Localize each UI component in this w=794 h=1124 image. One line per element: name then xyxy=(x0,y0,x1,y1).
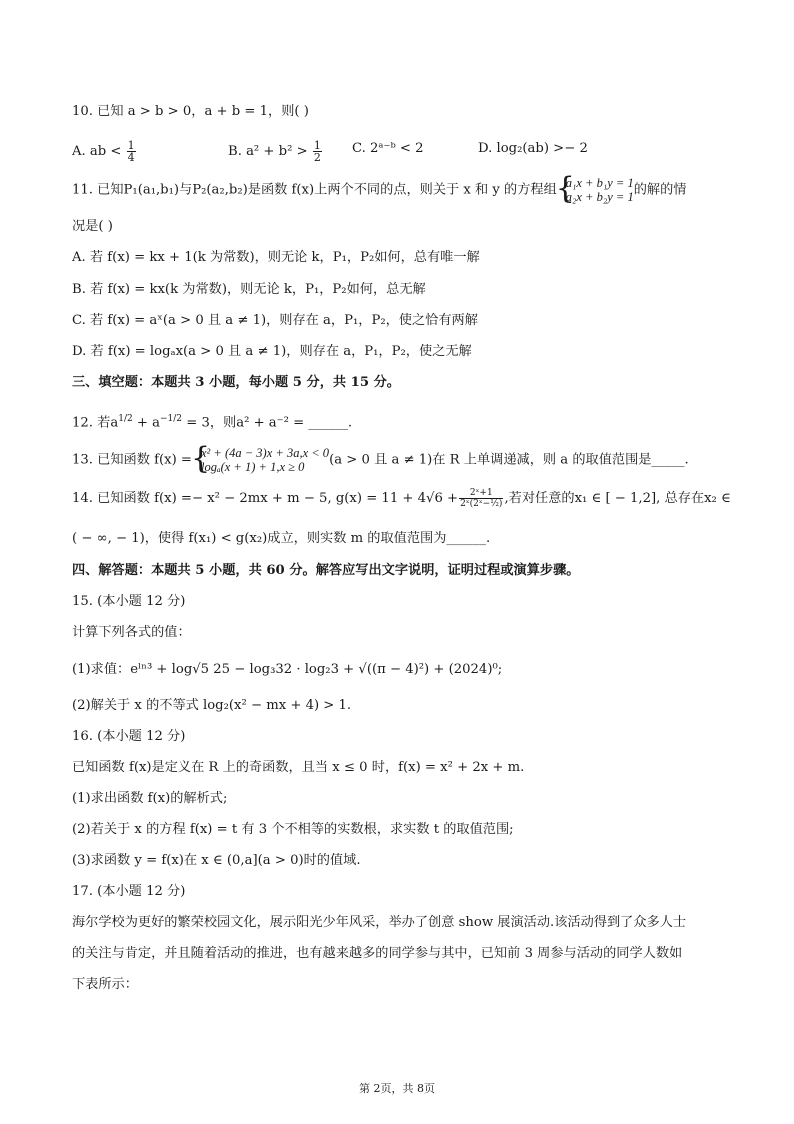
q15-part2: (2)解关于 x 的不等式 log₂(x² − mx + 4) > 1. xyxy=(72,698,352,713)
q13: 13. 已知函数 f(x) = { x² + (4a − 3)x + 3a,x < 0 logₐ(x + 1) + 1,x ≥ 0 (a > 0 且 a ≠ 1)在 R 上单调递减，则 a 的取值范围是_____. xyxy=(72,446,689,474)
q10-option-b xyxy=(228,140,323,163)
q15-heading: 15. (本小题 12 分) xyxy=(72,594,186,609)
q16-heading: 16. (本小题 12 分) xyxy=(72,729,186,744)
q10-option-d: D. log₂(ab) >− 2 xyxy=(478,141,588,156)
q16-part2: (2)若关于 x 的方程 f(x) = t 有 3 个不相等的实数根，求实数 t 的取值范围; xyxy=(72,822,514,837)
q10-option-b-fraction: $\frac{1}{2}$ xyxy=(313,139,321,164)
q15-part1: (1)求值：eˡⁿ³ + log√5 25 − log₃32 · log₂3 + √((π − 4)²) + (2024)⁰; xyxy=(72,662,503,677)
q10-option-a-fraction: $\frac{1}{4}$ xyxy=(127,139,135,164)
q10-option-b-text: B. a² + b² > xyxy=(228,144,308,159)
q11-equation-system: { a₁x + b₁y = 1 a₂x + b₂y = 1 xyxy=(557,176,634,204)
q11-option-b: B. 若 f(x) = kx(k 为常数)，则无论 k，P₁，P₂如何，总无解 xyxy=(72,282,426,297)
q17-line2: 的关注与肯定，并且随着活动的推进，也有越来越多的同学参与其中，已知前 3 周参与活动的同学人数如 xyxy=(72,946,683,961)
q17-line3: 下表所示： xyxy=(72,977,138,992)
q17-line1: 海尔学校为更好的繁荣校园文化，展示阳光少年风采，举办了创意 show 展演活动.该活动得到了众多人士 xyxy=(72,915,687,930)
q10-option-a-text: A. ab < xyxy=(72,144,122,159)
q10-stem: 10. 已知 a > b > 0，a + b = 1，则( ) xyxy=(72,104,309,119)
q12: 12. 若$a^{1/2} + a^{-1/2} = 3$，则a² + a⁻² = ______. xyxy=(72,414,353,431)
section-4-heading: 四、解答题：本题共 5 小题，共 60 分。解答应写出文字说明，证明过程或演算步骤。 xyxy=(72,563,580,578)
q11-stem-cont: 况是( ) xyxy=(72,219,113,234)
q17-heading: 17. (本小题 12 分) xyxy=(72,884,186,899)
q16-part3: (3)求函数 y = f(x)在 x ∈ (0,a](a > 0)时的值域. xyxy=(72,853,361,868)
q13-piecewise: { x² + (4a − 3)x + 3a,x < 0 logₐ(x + 1) + 1,x ≥ 0 xyxy=(192,446,329,474)
q11-stem: 11. 已知P₁(a₁,b₁)与P₂(a₂,b₂)是函数 f(x)上两个不同的点，则关于 x 和 y 的方程组 { a₁x + b₁y = 1 a₂x + b₂y = 1 的解的情 xyxy=(72,176,722,204)
q10-option-a xyxy=(72,140,137,163)
section-3-heading: 三、填空题：本题共 3 小题，每小题 5 分，共 15 分。 xyxy=(72,375,400,390)
q11-option-c: C. 若 f(x) = aˣ(a > 0 且 a ≠ 1)，则存在 a，P₁，P₂，使之恰有两解 xyxy=(72,313,478,328)
q14-line2: ( − ∞, − 1)，使得 f(x₁) < g(x₂)成立，则实数 m 的取值范围为______. xyxy=(72,531,491,546)
q14-fraction: $\frac{\text{2ˣ+1}}{\text{2ˣ(2ˣ−½)}}$ xyxy=(460,488,503,509)
q11-option-a: A. 若 f(x) = kx + 1(k 为常数)，则无论 k，P₁，P₂如何，总有唯一解 xyxy=(72,250,480,265)
q16-intro: 已知函数 f(x)是定义在 R 上的奇函数，且当 x ≤ 0 时，f(x) = x² + 2x + m. xyxy=(72,760,525,775)
q11-option-d: D. 若 f(x) = logₐx(a > 0 且 a ≠ 1)，则存在 a，P₁，P₂，使之无解 xyxy=(72,344,472,359)
q15-intro: 计算下列各式的值： xyxy=(72,625,191,640)
page-footer: 第 2页，共 8页 xyxy=(359,1082,435,1095)
q14-line1: 14. 已知函数 f(x) =− x² − 2mx + m − 5, g(x) = 11 + 4√6 + $\frac{\text{2ˣ+1}}{\text{2ˣ(2ˣ−½)}}$ ,若对任意的x₁ ∈ [ − 1,2], 总存在x₂ ∈ xyxy=(72,488,731,509)
q10-option-c: C. 2ᵃ⁻ᵇ < 2 xyxy=(352,141,424,156)
q16-part1: (1)求出函数 f(x)的解析式; xyxy=(72,791,228,806)
